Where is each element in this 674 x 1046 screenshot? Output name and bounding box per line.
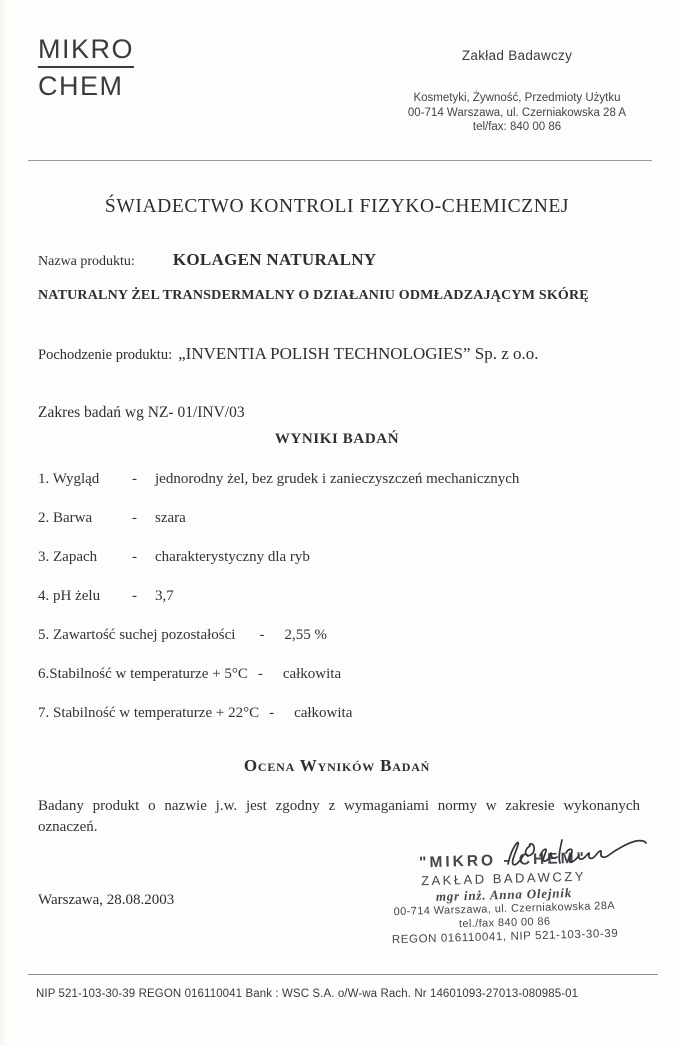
document-title: ŚWIADECTWO KONTROLI FIZYKO-CHEMICZNEJ [104, 196, 570, 217]
result-item-3 [38, 546, 638, 568]
footer-divider [28, 974, 658, 975]
product-name-label: Nazwa produktu: [38, 254, 135, 269]
product-origin-value: „INVENTIA POLISH TECHNOLOGIES” Sp. z o.o. [178, 344, 539, 363]
result-value: całkowita [282, 666, 342, 682]
results-heading: WYNIKI BADAŃ [274, 431, 400, 447]
address-line-3: tel/fax: 840 00 86 [472, 121, 562, 133]
result-value: 3,7 [155, 588, 174, 604]
result-dash: - [132, 471, 137, 487]
result-value: 2,55 % [284, 627, 327, 643]
product-origin-label: Pochodzenie produktu: [38, 347, 173, 363]
stamp-company-name: "MIKRO - CHEM" [418, 849, 588, 872]
result-label: 7. Stabilność w temperaturze + 22°C [38, 705, 260, 721]
result-dash: - [132, 549, 137, 565]
result-label: 4. pH żelu [38, 588, 101, 604]
logo-line-2: CHEM [38, 71, 124, 102]
result-dash: - [132, 588, 137, 604]
stamp-division: ZAKŁAD BADAWCZY [420, 868, 587, 889]
address-line-2: 00-714 Warszawa, ul. Czerniakowska 28 A [407, 106, 627, 119]
result-item-7 [38, 702, 638, 724]
result-label: 6.Stabilność w temperaturze + 5°C [38, 666, 248, 682]
product-subtitle: NATURALNY ŻEL TRANSDERMALNY O DZIAŁANIU ODMŁADZAJĄCYM SKÓRĘ [38, 288, 589, 303]
result-item-2 [38, 507, 638, 529]
handwritten-signature [478, 830, 650, 888]
logo-line-1: MIKRO [38, 34, 134, 68]
company-logo [38, 34, 134, 102]
test-scope: Zakres badań wg NZ- 01/INV/03 [38, 404, 245, 421]
result-value: całkowita [294, 705, 353, 721]
result-value: szara [155, 510, 186, 526]
result-label: 5. Zawartość suchej pozostałości [38, 627, 236, 643]
results-list [38, 468, 638, 741]
division-name: Zakład Badawczy [461, 48, 573, 63]
stamp-regon-nip: REGON 016110041, NIP 521-103-30-39 [391, 927, 619, 947]
evaluation-heading: Ocena Wyników Badań [243, 756, 431, 775]
result-dash: - [269, 705, 275, 721]
place-and-date: Warszawa, 28.08.2003 [38, 892, 175, 908]
result-label: 3. Zapach [38, 549, 98, 565]
result-dash: - [257, 666, 263, 682]
letterhead-right [386, 48, 648, 135]
result-dash: - [259, 627, 265, 643]
result-value: charakterystyczny dla ryb [155, 549, 310, 565]
result-value: jednorodny żel, bez grudek i zanieczyszczeń mechanicznych [155, 471, 520, 487]
stamp-address: 00-714 Warszawa, ul. Czerniakowska 28A [393, 899, 616, 919]
evaluation-text: Badany produkt o nazwie j.w. jest zgodny z wymaganiami normy w zakresie wykonanych oznaczeń. [38, 798, 640, 835]
stamp-person: mgr inż. Anna Olejnik [435, 885, 573, 904]
result-item-6 [38, 663, 638, 685]
result-item-1 [38, 468, 638, 490]
stamp-phone: tel./fax 840 00 86 [458, 915, 551, 930]
company-address [386, 91, 648, 135]
result-item-4 [38, 585, 638, 607]
product-origin-row [38, 344, 539, 364]
result-label: 1. Wygląd [38, 471, 100, 487]
product-name-row [38, 250, 376, 270]
result-dash: - [132, 510, 137, 526]
result-item-5 [38, 624, 638, 646]
result-label: 2. Barwa [38, 510, 93, 526]
header-divider [28, 160, 652, 161]
footer-bank-details: NIP 521-103-30-39 REGON 016110041 Bank : WSC S.A. o/W-wa Rach. Nr 14601093-27013-080985-01 [36, 988, 579, 1000]
address-line-1: Kosmetyki, Żywność, Przedmioty Użytku [413, 92, 621, 104]
product-name-value: KOLAGEN NATURALNY [172, 250, 377, 269]
